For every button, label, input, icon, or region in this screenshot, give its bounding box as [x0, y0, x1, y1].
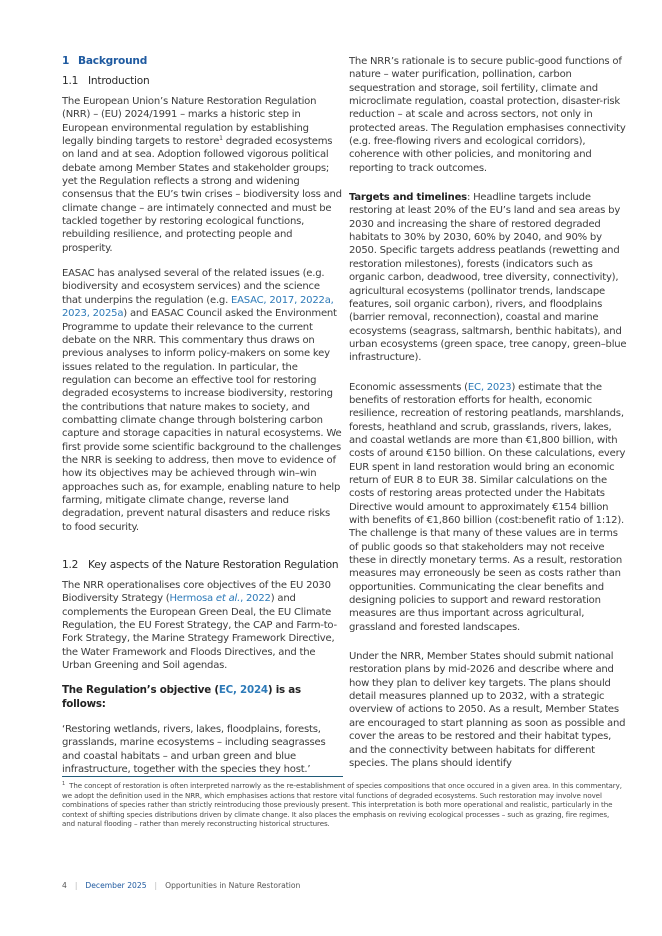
rationale-paragraph: The NRR’s rationale is to secure public-good functions of nature – water purification, pollination, carbon sequestration and storage, soil fertility, climate and microclimate regulation, coastal protection, disaster-risk reduction – at scale and across sectors, not only in protected areas. The Regulation emphasises connectivity (e.g. free-flowing rivers and ecological corridors), coherence with other policies, and monitoring and reporting to track outcomes.	[349, 56, 626, 174]
subsection-heading-key-aspects	[62, 558, 342, 572]
intro-paragraph	[62, 95, 342, 255]
easac-citation-link[interactable]: EASAC, 2017, 2022a, 2023, 2025a	[62, 294, 334, 320]
economic-paragraph	[349, 381, 629, 635]
nrr-paragraph	[62, 579, 342, 672]
objective-quote: ‘Restoring wetlands, rivers, lakes, floodplains, forests, grasslands, marine ecosystems – including seagrasses and coastal habitats – and urban green and blue infrastructure, together with the species they host.’	[62, 724, 326, 776]
citation-year: , 2022	[240, 593, 271, 605]
easac-text-a: EASAC has analysed several of the related issues (e.g. biodiversity and ecosystem services) and the science that underpins the regulation (e.g.	[62, 268, 325, 306]
footnote-text: The concept of restoration is often interpreted narrowly as the re-establishment of species compositions that once occured in a given area. In this commentary, we adopt the definition used in the NRR, which emphasises actions that restore vital functions of degraded ecosystems. Such restoration may involve novel combinations of species rather than strictly reintroducing those previously present. This interpretation is both more operational and realistic, particularly in the context of shifting species distributions driven by climate change. It also places the emphasis on reviving ecological processes – such as grazing, fire regimes, and natural flooding – rather than merely reconstructing historical structures.	[62, 781, 622, 829]
ec-2023-citation-link[interactable]: EC, 2023	[467, 381, 512, 393]
subsection-heading-introduction	[62, 74, 342, 88]
citation-etal: et al.	[215, 593, 241, 605]
targets-paragraph	[349, 191, 629, 364]
footnote-divider	[62, 776, 343, 777]
easac-paragraph	[62, 267, 342, 534]
intro-text-a: The European Union’s Nature Restoration Regulation (NRR) – (EU) 2024/1991 – marks a historic step in European environmental regulation by establishing legally binding targets to restore	[62, 96, 317, 148]
left-column	[62, 54, 342, 776]
page-footer	[62, 881, 300, 891]
hermosa-citation-link[interactable]	[169, 593, 270, 604]
economic-text-b: ) estimate that the benefits of restoration efforts for health, economic resilience, recreation of restoring peatlands, marshlands, forests, heathland and scrub, grasslands, rivers, lakes, and coastal wetlands are more than €1,800 billion, with costs of around €150 billion. On these calculations, every EUR spent in land restoration would bring an economic return of EUR 8 to EUR 38. Similar calculations on the costs of restoring areas protected under the Habitats Directive would amount to approximately €154 billion with benefits of €1,860 billion (cost:benefit ratio of 1:12). The challenge is that many of these values are in terms of public goods so that stakeholders may not receive these in directly monetary terms. As a result, restoration measures may erroneously be seen as costs rather than opportunities. Communicating the clear benefits and designing policies to support and reward restoration measures are thus important across agricultural, grassland and forested landscapes.	[349, 381, 626, 633]
footer-document-title: Opportunities in Nature Restoration	[165, 881, 301, 890]
nrr-text-b: ) and complements the European Green Deal, the EU Climate Regulation, the EU Forest Strategy, the CAP and Farm-to-Fork Strategy, the Marine Strategy Framework Directive, the Water Framework and Floods Directives, and the Urban Greening and Soil agendas.	[62, 593, 337, 672]
targets-label: Targets and timelines	[349, 192, 467, 204]
citation-author: Hermosa	[169, 593, 216, 605]
nrr-text-a: The NRR operationalises core objectives of the EU 2030 Biodiversity Strategy (	[62, 580, 331, 605]
economic-text-a: Economic assessments (	[349, 381, 468, 393]
footnote	[62, 781, 622, 829]
subsection-title: Key aspects of the Nature Restoration Regulation	[88, 559, 339, 571]
subsection-title: Introduction	[88, 75, 150, 87]
objective-text-a: The Regulation’s objective (	[62, 684, 219, 697]
intro-text-b: degraded ecosystems on land and at sea. Adoption followed vigorous political debate among Member States and stakeholder groups; yet the Regulation reflects a strong and widening consensus that the EU’s twin crises – biodiversity loss and climate change – are intimately connected and must be tackled together by restoring ecological functions, rebuilding resilience, and protecting people and prosperity.	[62, 136, 342, 254]
section-title: Background	[78, 55, 148, 67]
footnote-marker: 1	[62, 781, 66, 787]
easac-text-b: ) and EASAC Council asked the Environment Programme to update their relevance to the current debate on the NRR. This commentary thus draws on previous analyses to inform policy-makers on some key issues related to the regulation. In particular, the regulation can become an effective tool for restoring degraded ecosystems to increase biodiversity, restoring the contributions that nature makes to society, and combatting climate change through bolstering carbon capture and storage capacities in natural ecosystems. We first provide some scientific background to the challenges the NRR is seeking to address, then move to evidence of how its objectives may be achieved through win–win approaches such as, for example, enabling nature to help farming, mitigate climate change, reverse land degradation, prevent natural disasters and reduce risks to food security.	[62, 308, 342, 533]
section-number: 1	[62, 55, 70, 67]
objective-text-b: ) is as follows:	[62, 684, 301, 710]
footer-date: December 2025	[85, 881, 147, 890]
objective-heading	[62, 684, 342, 711]
page-number: 4	[62, 881, 67, 890]
footer-separator: |	[154, 881, 158, 890]
subsection-number: 1.1	[62, 75, 79, 87]
ec-2024-citation-link[interactable]: EC, 2024	[218, 684, 268, 697]
footer-separator: |	[74, 881, 78, 890]
plans-paragraph: Under the NRR, Member States should submit national restoration plans by mid-2026 and describe where and how they plan to deliver key targets. The plans should detail measures planned up to 2032, with a strategic overview of actions to 2050. As a result, Member States are encouraged to start planning as soon as possible and cover the areas to be restored and their habitat types, and the connectivity between habitats for different species. The plans should identify	[349, 651, 626, 769]
right-column	[349, 55, 629, 782]
subsection-number: 1.2	[62, 559, 79, 571]
section-heading	[62, 54, 342, 68]
targets-text: : Headline targets include restoring at least 20% of the EU’s land and sea areas by 2030 and increasing the share of restored degraded habitats to 30% by 2030, 60% by 2040, and 90% by 2050. Specific targets address peatlands (rewetting and restoration milestones), forests (indicators such as organic carbon, deadwood, tree diversity, connectivity), agricultural ecosystems (pollinator trends, landscape features, soil organic carbon), rivers, and floodplains (barrier removal, reconnection), coastal and marine ecosystems (seagrass, saltmarsh, benthic habitats), and urban ecosystems (green space, tree canopy, green–blue infrastructure).	[349, 192, 627, 364]
footnote-reference[interactable]: 1	[219, 135, 223, 143]
